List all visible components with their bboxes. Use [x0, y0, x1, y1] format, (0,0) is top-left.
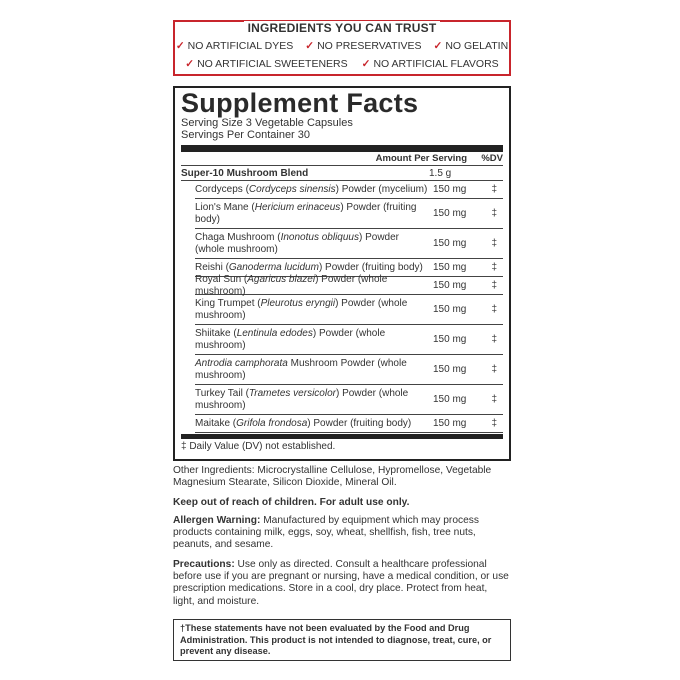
ingredient-list	[181, 181, 503, 433]
trust-title: INGREDIENTS YOU CAN TRUST	[175, 21, 509, 35]
ingredient-amount: 150 mg	[433, 393, 467, 405]
blend-name: Super-10 Mushroom Blend	[181, 167, 309, 179]
ingredient-amount: 150 mg	[433, 279, 467, 291]
ingredient-amount: 150 mg	[433, 207, 467, 219]
divider-thick	[181, 145, 503, 152]
ingredient-dv: ‡	[491, 393, 497, 405]
ingredient-name: Turkey Tail (Trametes versicolor) Powder (whole mushroom)	[195, 387, 409, 411]
trust-row-1	[175, 40, 509, 52]
trust-claim: ✓ NO ARTIFICIAL SWEETENERS	[185, 58, 348, 70]
blend-amount: 1.5 g	[429, 167, 452, 179]
ingredient-dv: ‡	[491, 279, 497, 291]
ingredient-dv: ‡	[491, 333, 497, 345]
facts-title: Supplement Facts	[181, 88, 419, 118]
fda-disclaimer: †These statements have not been evaluated by the Food and Drug Administration. This product is not intended to diagnose, treat, cure, or prevent any disease.	[173, 619, 511, 661]
trust-claim: ✓ NO PRESERVATIVES	[305, 40, 422, 52]
ingredient-amount: 150 mg	[433, 261, 467, 273]
check-icon: ✓	[185, 58, 195, 70]
ingredient-row	[195, 415, 503, 433]
dv-footnote: ‡ Daily Value (DV) not established.	[181, 441, 336, 452]
ingredient-dv: ‡	[491, 417, 497, 429]
ingredient-name: Chaga Mushroom (Inonotus obliquus) Powder (whole mushroom)	[195, 231, 400, 255]
allergen-label: Allergen Warning:	[173, 515, 261, 526]
precautions	[173, 559, 511, 608]
ingredient-amount: 150 mg	[433, 417, 467, 429]
other-ingredients: Other Ingredients: Microcrystalline Cellulose, Hypromellose, Vegetable Magnesium Stearate, Silicon Dioxide, Mineral Oil.	[173, 465, 492, 489]
check-icon: ✓	[175, 40, 185, 52]
check-icon: ✓	[305, 40, 315, 52]
check-icon: ✓	[361, 58, 371, 70]
ingredient-amount: 150 mg	[433, 363, 467, 375]
ingredient-name: Reishi (Ganoderma lucidum) Powder (fruiting body)	[195, 261, 423, 273]
ingredient-row	[195, 385, 503, 415]
precautions-label: Precautions:	[173, 559, 235, 570]
servings-per-container: Servings Per Container 30	[181, 129, 311, 141]
ingredient-row	[195, 199, 503, 229]
ingredient-name: Maitake (Grifola frondosa) Powder (fruiting body)	[195, 417, 412, 429]
ingredient-row	[195, 181, 503, 199]
ingredient-name: Royal Sun (Agaricus blazei) Powder (whole mushroom)	[195, 273, 388, 297]
ingredient-row	[195, 273, 503, 297]
trust-claim: ✓ NO GELATIN	[433, 40, 509, 52]
check-icon: ✓	[433, 40, 443, 52]
serving-size: Serving Size 3 Vegetable Capsules	[181, 117, 353, 129]
label-panel	[163, 18, 518, 668]
ingredient-amount: 150 mg	[433, 183, 467, 195]
ingredients-trust-box	[173, 20, 511, 76]
supplement-facts-panel	[173, 86, 511, 461]
ingredient-amount: 150 mg	[433, 333, 467, 345]
ingredient-row	[195, 355, 503, 385]
trust-row-2	[175, 58, 509, 70]
ingredient-row	[195, 295, 503, 325]
ingredient-name: King Trumpet (Pleurotus eryngii) Powder (whole mushroom)	[195, 297, 408, 321]
ingredient-dv: ‡	[491, 183, 497, 195]
trust-claim: ✓ NO ARTIFICIAL DYES	[175, 40, 294, 52]
ingredient-dv: ‡	[491, 303, 497, 315]
keep-out-warning: Keep out of reach of children. For adult use only.	[173, 497, 410, 508]
ingredient-amount: 150 mg	[433, 303, 467, 315]
ingredient-dv: ‡	[491, 363, 497, 375]
ingredient-dv: ‡	[491, 261, 497, 273]
allergen-warning	[173, 515, 511, 552]
header-amount: Amount Per Serving	[375, 153, 467, 164]
ingredient-name: Shiitake (Lentinula edodes) Powder (whole mushroom)	[195, 327, 386, 351]
ingredient-name: Lion's Mane (Hericium erinaceus) Powder (fruiting body)	[195, 201, 417, 225]
facts-header	[181, 152, 503, 166]
precautions-text: Use only as directed. Consult a healthcare professional before use if you are pregnant or nursing, have a medical condition, or use prescription medications. Store in a cool, dry place. Protect from heat, light, and moisture.	[173, 559, 509, 607]
ingredient-row	[195, 325, 503, 355]
ingredient-amount: 150 mg	[433, 237, 467, 249]
ingredient-row	[195, 229, 503, 259]
header-dv: %DV	[481, 153, 503, 164]
ingredient-name: Cordyceps (Cordyceps sinensis) Powder (mycelium)	[195, 183, 428, 195]
blend-row	[181, 166, 503, 181]
trust-claim: ✓ NO ARTIFICIAL FLAVORS	[361, 58, 499, 70]
divider-bottom	[181, 434, 503, 439]
ingredient-name: Antrodia camphorata Mushroom Powder (whole mushroom)	[195, 357, 407, 381]
ingredient-dv: ‡	[491, 207, 497, 219]
allergen-text: Manufactured by equipment which may process products containing milk, eggs, soy, wheat, shellfish, fish, tree nuts, peanuts, and sesame.	[173, 515, 479, 551]
ingredient-dv: ‡	[491, 237, 497, 249]
